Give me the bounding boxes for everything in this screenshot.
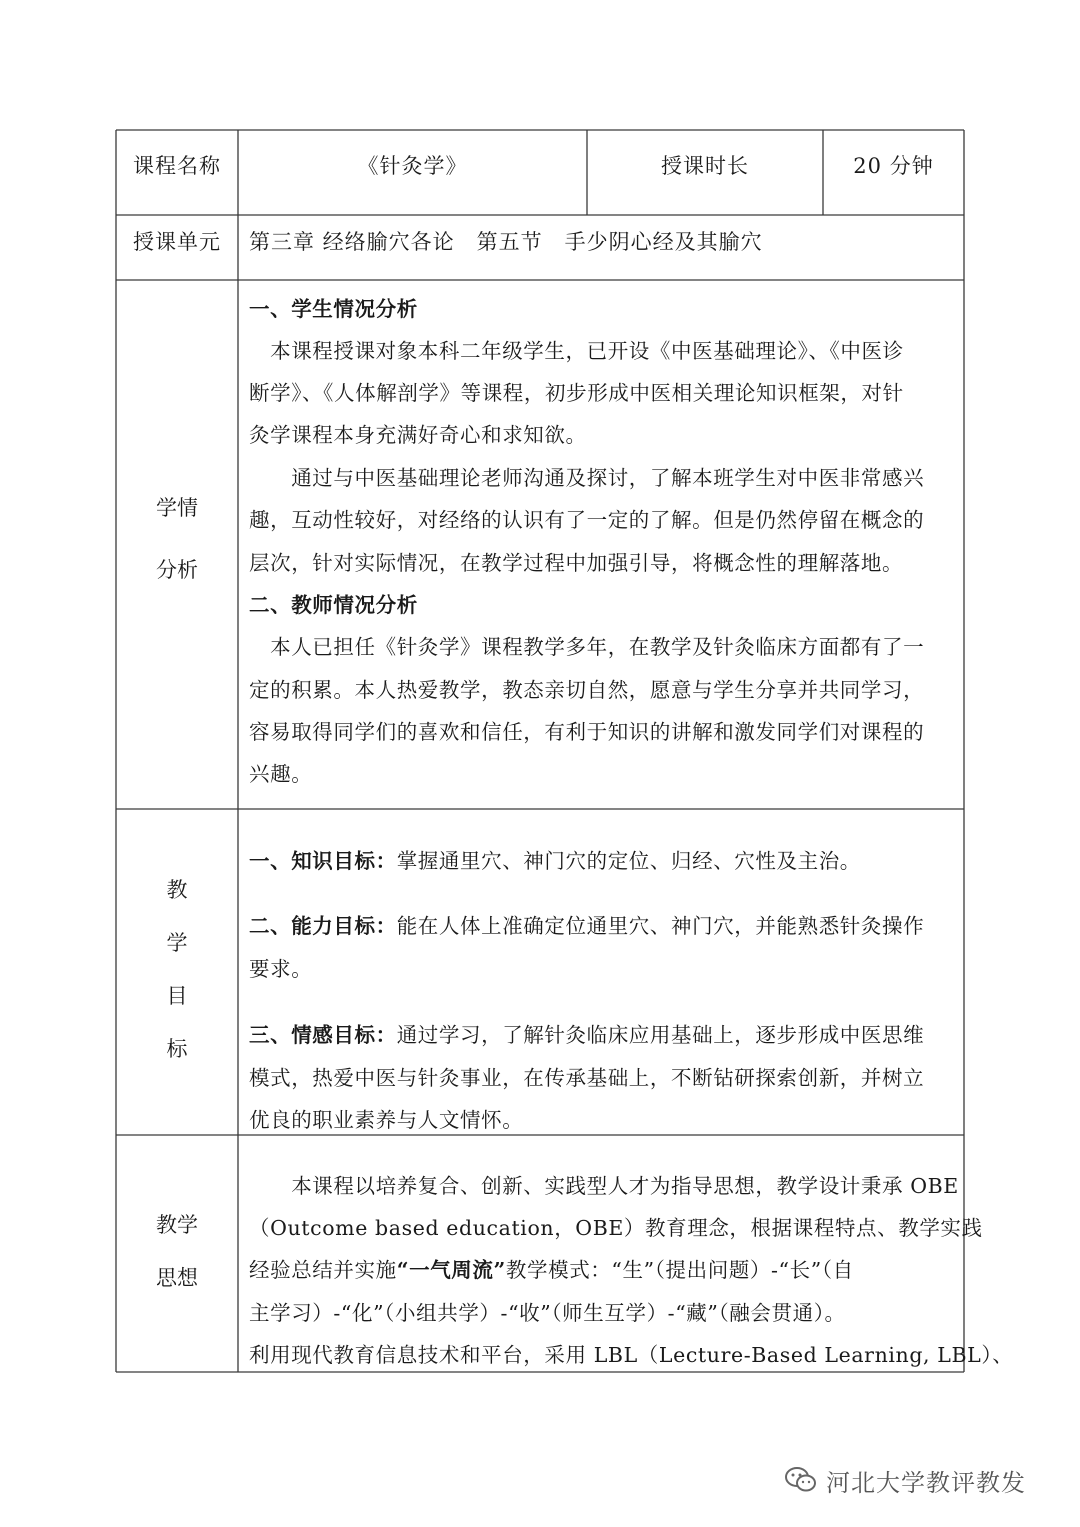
knowledge-objective-text: 掌握通里穴、神门穴的定位、归经、穴性及主治。: [396, 849, 861, 873]
philosophy-model-name: “一气周流”: [396, 1258, 506, 1282]
students-line: 灸学课程本身充满好奇心和求知欲。: [249, 423, 587, 447]
objectives-label-char: 目: [166, 984, 188, 1008]
students-line: 本课程授课对象本科二年级学生，已开设《中医基础理论》、《中医诊: [249, 339, 904, 363]
ability-objective-label: 二、能力目标：: [249, 914, 397, 938]
course-name-label: 课程名称: [133, 154, 221, 178]
emotion-objective: [249, 1018, 924, 1048]
analysis-content: [249, 280, 961, 809]
duration-value: 20 分钟: [853, 154, 934, 178]
watermark: [784, 1458, 1054, 1502]
objectives-label-char: 学: [166, 931, 188, 955]
students-line: 通过与中医基础理论老师沟通及探讨，了解本班学生对中医非常感兴: [249, 466, 925, 490]
philosophy-line: 本课程以培养复合、创新、实践型人才为指导思想，教学设计秉承 OBE: [249, 1174, 959, 1198]
knowledge-objective: [249, 844, 861, 874]
philosophy-line: 利用现代教育信息技术和平台，采用 LBL（Lecture-Based Learning, LBL）、: [249, 1343, 1014, 1367]
watermark-text: 河北大学教评教发: [826, 1468, 1026, 1497]
philosophy-line3-post: 教学模式：“生”（提出问题）-“长”（自: [505, 1258, 854, 1282]
objectives-label-char: 教: [166, 878, 188, 902]
ability-objective-cont: 要求。: [249, 957, 313, 981]
ability-objective: [249, 909, 924, 939]
students-line: 层次，针对实际情况，在教学过程中加强引导，将概念性的理解落地。: [249, 551, 904, 575]
knowledge-objective-label: 一、知识目标：: [249, 849, 397, 873]
philosophy-line3-pre: 经验总结并实施: [249, 1258, 397, 1282]
students-heading: 一、学生情况分析: [249, 297, 418, 321]
teacher-heading: 二、教师情况分析: [249, 593, 418, 617]
teacher-line: 兴趣。: [249, 762, 313, 786]
ability-objective-text: 能在人体上准确定位通里穴、神门穴，并能熟悉针灸操作: [396, 914, 925, 938]
emotion-objective-label: 三、情感目标：: [249, 1023, 397, 1047]
teacher-line: 容易取得同学们的喜欢和信任，有利于知识的讲解和激发同学们对课程的: [249, 720, 925, 744]
philosophy-line: [249, 1253, 854, 1283]
teacher-line: 定的积累。本人热爱教学，教态亲切自然，愿意与学生分享并共同学习，: [249, 678, 925, 702]
analysis-label-line-1: 学情: [156, 496, 198, 520]
emotion-objective-text: 通过学习，了解针灸临床应用基础上，逐步形成中医思维: [396, 1023, 925, 1047]
unit-label: 授课单元: [133, 230, 221, 254]
analysis-label-line-2: 分析: [156, 558, 198, 582]
wechat-icon: [784, 1465, 818, 1495]
philosophy-label-line-1: 教学: [156, 1213, 198, 1237]
philosophy-line: 主学习）-“化”（小组共学）-“收”（师生互学）-“藏”（融会贯通）。: [249, 1301, 846, 1325]
duration-label: 授课时长: [661, 154, 749, 178]
objectives-label-char: 标: [166, 1037, 188, 1061]
emotion-objective-cont: 优良的职业素养与人文情怀。: [249, 1108, 524, 1132]
students-line: 断学》、《人体解剖学》等课程，初步形成中医相关理论知识框架，对针: [249, 381, 904, 405]
philosophy-content: [249, 1135, 1014, 1372]
philosophy-label-line-2: 思想: [156, 1266, 198, 1290]
objectives-content: [249, 809, 961, 1135]
course-name-value: 《针灸学》: [357, 154, 468, 178]
philosophy-line: （Outcome based education，OBE）教育理念，根据课程特点、教学实践: [249, 1216, 983, 1240]
teacher-line: 本人已担任《针灸学》课程教学多年，在教学及针灸临床方面都有了一: [249, 635, 925, 659]
students-line: 趣，互动性较好，对经络的认识有了一定的了解。但是仍然停留在概念的: [249, 508, 925, 532]
emotion-objective-cont: 模式，热爱中医与针灸事业，在传承基础上，不断钻研探索创新，并树立: [249, 1066, 925, 1090]
unit-value: 第三章 经络腧穴各论 第五节 手少阴心经及其腧穴: [249, 230, 763, 254]
